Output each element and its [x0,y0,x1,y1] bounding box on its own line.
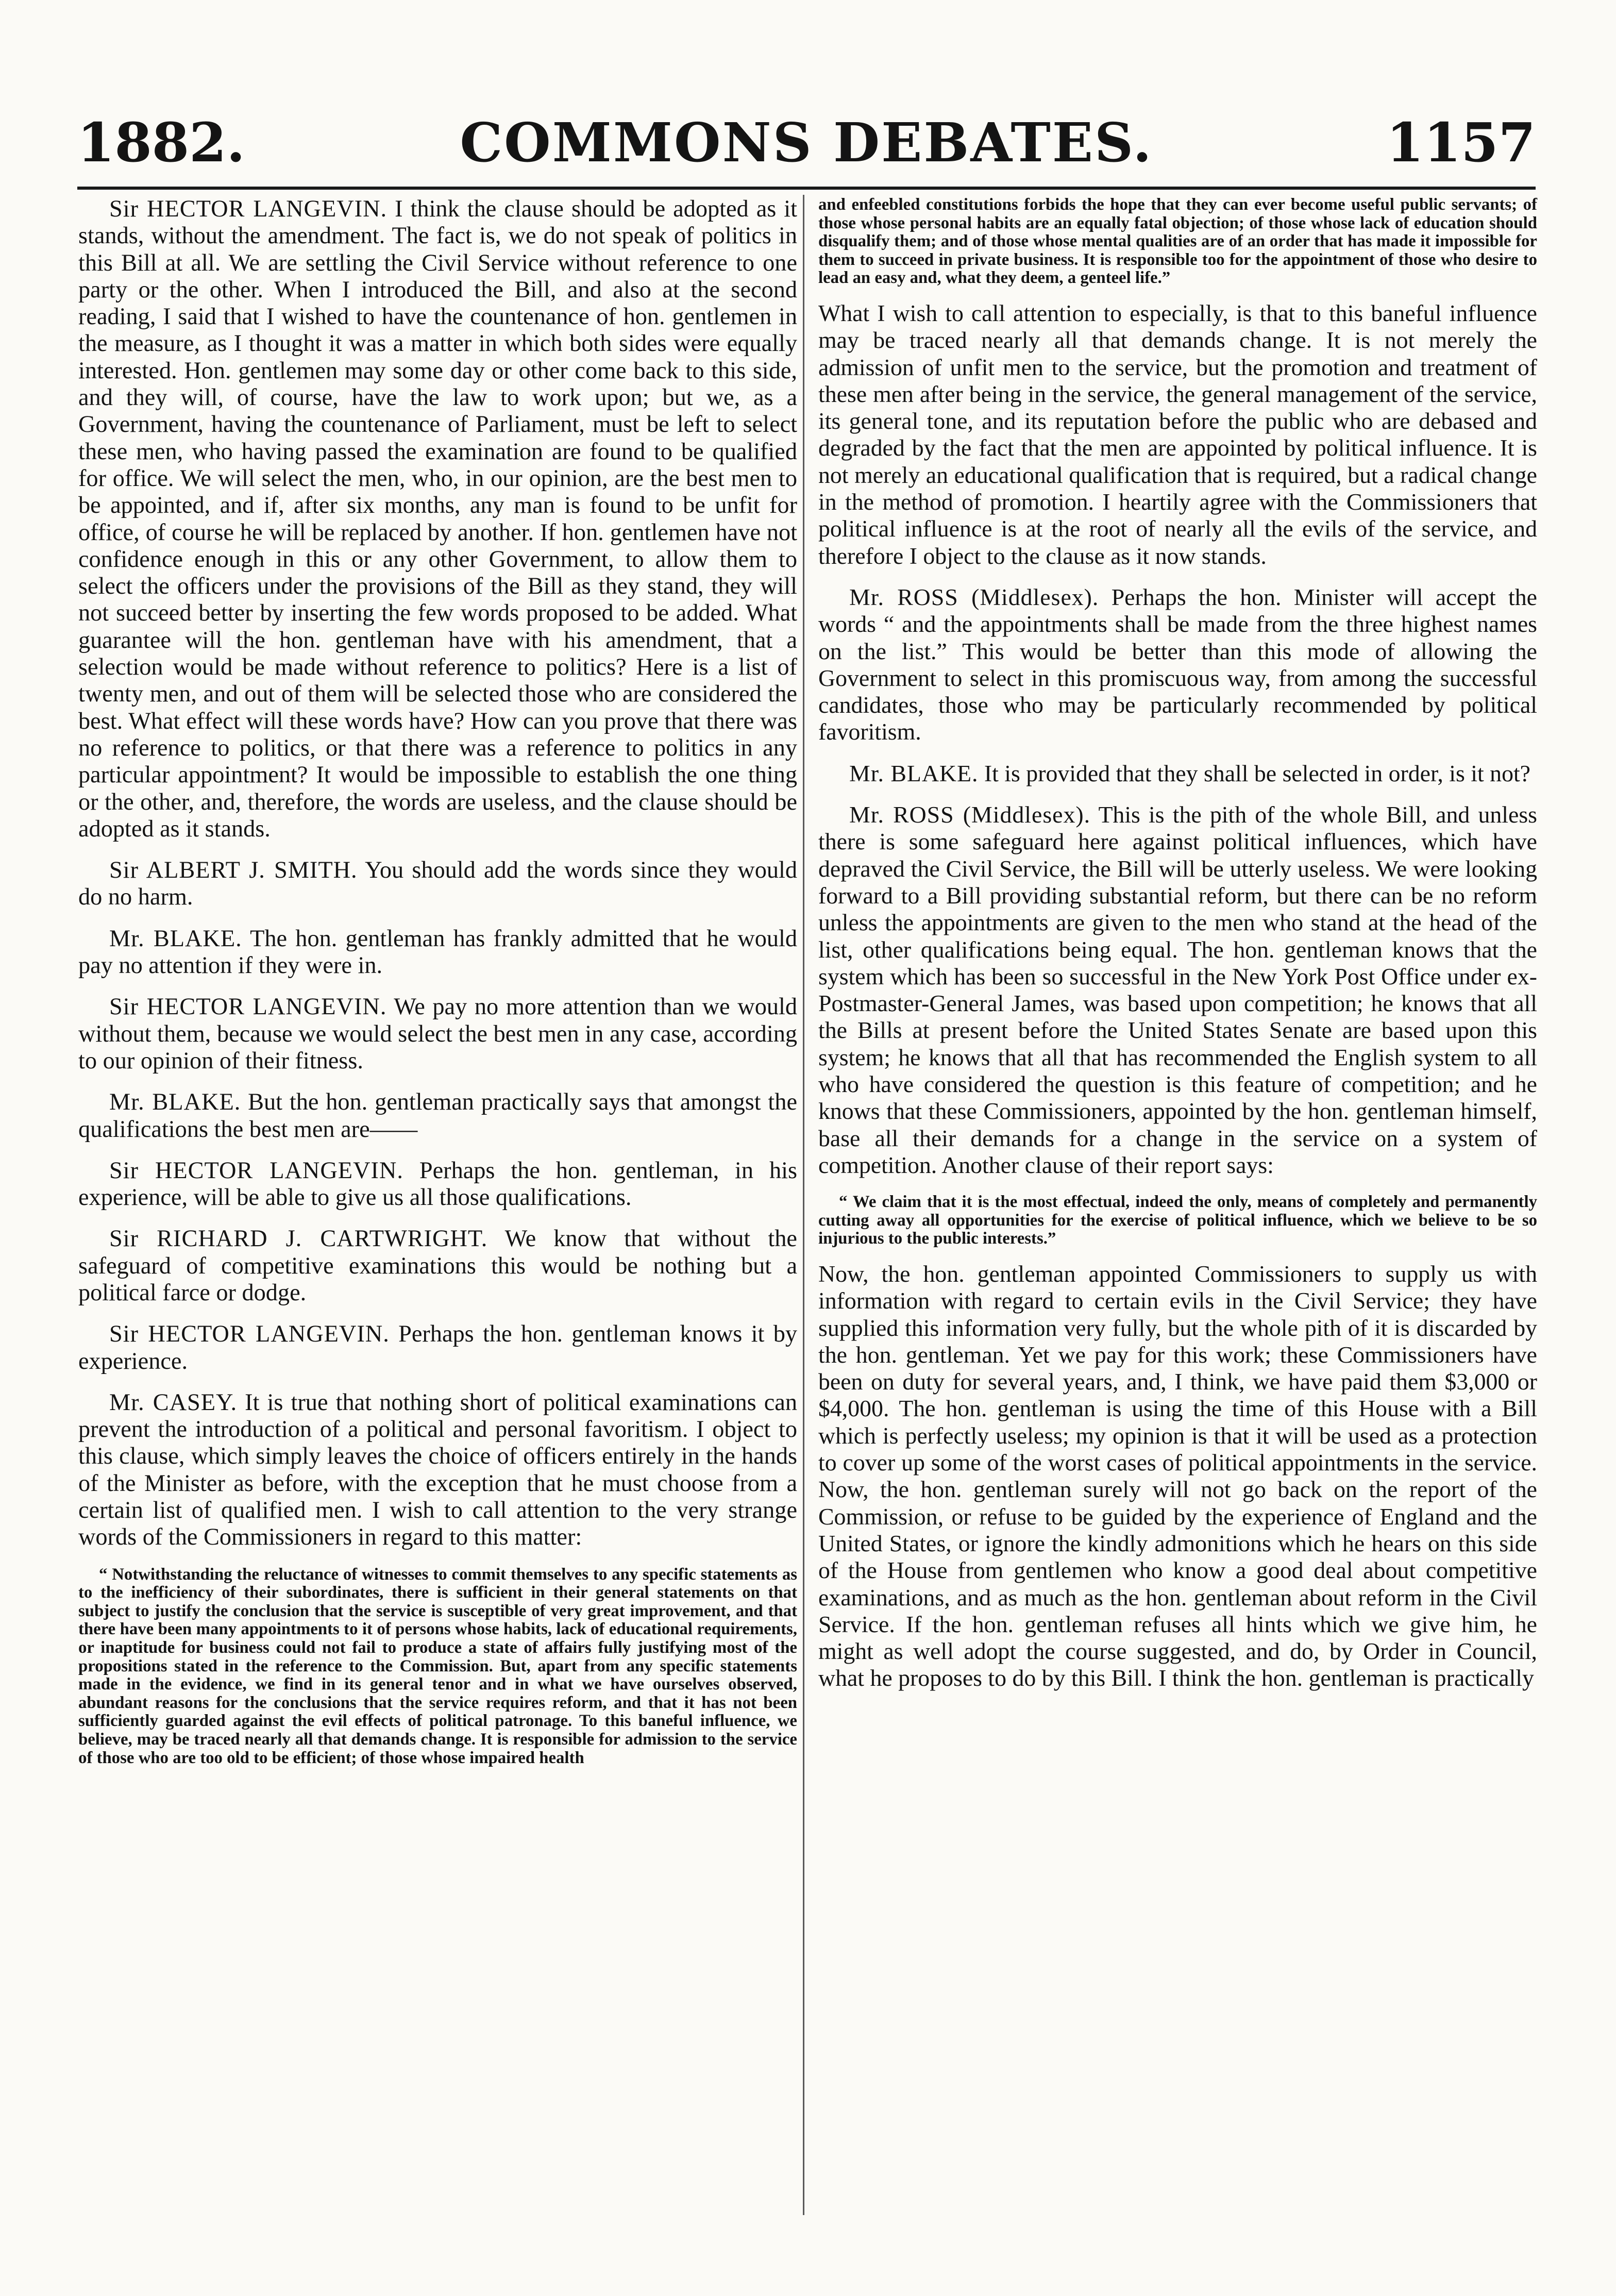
speaker-name: Mr. ROSS (Middlesex). [849,801,1091,828]
speech-text: Perhaps the hon. gentleman knows it by experience. [78,1321,797,1375]
speaker-name: Sir RICHARD J. CARTWRIGHT. [109,1226,488,1252]
speech-text: It is true that nothing short of political examinations can prevent the introduction of a political and personal favoritism. I object to this clause, which simply leaves the choice of officers entirely in the hands of the Minister as before, with the exception that he must choose from a certain list of qualified men. I wish to call attention to the very strange words of the Commissioners in regard to this matter: [78,1389,797,1551]
speech-paragraph [78,926,797,980]
speaker-name: Sir ALBERT J. SMITH. [109,857,358,884]
speech-text: I think the clause should be adopted as it stands, without the amendment. The fact is, we do not speak of politics in this Bill at all. We are settling the Civil Service without reference to one party or the other. When I introduced the Bill, and also at the second reading, I said that I wished to have the countenance of hon. gentlemen in the measure, as I thought it was a matter in which both sides were equally interested. Hon. gentlemen may some day or other come back to this side, and they will, of course, have the law to work upon; but we, as a Government, having the countenance of Parliament, must be left to select these men, who having passed the examination are found to be qualified for office. We will select the men, who, in our opinion, are the best men to be appointed, and if, after six months, any man is found to be unfit for office, of course he will be replaced by another. If hon. gentlemen have not confidence enough in this or any other Government, to allow them to select the officers under the provisions of the Bill as they stand, they will not succeed better by inserting the few words proposed to be added. What guarantee will the hon. gentleman have with his amendment, that a selection would be made without reference to politics? Here is a list of twenty men, and out of them will be selected those who are considered the best. What effect will these words have? How can you prove that there was no reference to politics, or that there was a reference to politics in any particular appointment? It would be impossible to establish the one thing or the other, and, therefore, the words are useless, and the clause should be adopted as it stands. [78,196,798,842]
header-title: COMMONS DEBATES. [460,111,1153,174]
speech-text: This is the pith of the whole Bill, and unless there is some safeguard here against political influences, which have depraved the Civil Service, the Bill will be utterly useless. We were looking forward to a Bill providing substantial reform, but there can be no reform unless the appointments are given to the men who stand at the head of the list, other qualifications being equal. The hon. gentleman knows that the system which has been so successful in the New York Post Office under ex-Postmaster-General James, was based upon competition; he knows that all the Bills at present before the United States Senate are based upon this system; he knows that all that has recommended the English system to all who have considered the question is this feature of competition; and he knows that these Commissioners, appointed by the hon. gentleman himself, base all their demands for a change in the service on a system of competition. Another clause of their report says: [818,801,1537,1178]
speaker-name: Mr. BLAKE. [849,760,979,786]
speaker-name: Sir HECTOR LANGEVIN. [109,1321,390,1348]
speech-text: But the hon. gentleman practically says that amongst the qualifications the best men are—— [78,1089,797,1143]
header-rule [77,187,1536,190]
report-quote: “ We claim that it is the most effectual, indeed the only, means of completely and permanently cutting away all opportunities for the exercise of political influence, which we believe to be so injurious to the public interests.” [818,1193,1537,1248]
speech-paragraph [78,1321,797,1375]
speech-text: Perhaps the hon. Minister will accept the words “ and the appointments shall be made from the three highest names on the list.” This would be better than this mode of allowing the Government to select in this promiscuous way, from among the successful candidates, those who may be particularly recommended by political favoritism. [818,583,1537,745]
speech-paragraph [818,584,1537,746]
right-column [818,196,1537,1699]
left-column [78,196,797,1780]
speech-paragraph [78,1089,797,1143]
speech-text: Perhaps the hon. gentleman, in his experience, will be able to give us all those qualifications. [78,1157,798,1211]
speech-text: The hon. gentleman has frankly admitted that he would pay no attention if they were in. [78,925,798,979]
speaker-name: Mr. CASEY. [109,1389,238,1416]
speech-text: You should add the words since they would do no harm. [78,857,798,911]
speech-paragraph [818,760,1537,787]
commissioners-quote: “ Notwithstanding the reluctance of witnesses to commit themselves to any specific statements as to the inefficiency of their subordinates, there is sufficient in their general statements on that subject to justify the conclusion that the service is susceptible of very great improvement, and that there have been many appointments to it of persons whose habits, lack of educational requirements, or inaptitude for business could not fail to produce a state of affairs fully justifying most of the propositions stated in the reference to the Commission. But, apart from any specific statements made in the evidence, we find in its general tenor and in what we have ourselves observed, abundant reasons for the conclusions that the service requires reform, and that it has not been sufficiently guarded against the evil effects of political patronage. To this baneful influence, we believe, may be traced nearly all that demands change. It is responsible for admission to the service of those who are too old to be efficient; of those whose impaired health [78,1565,797,1767]
speech-paragraph [78,1389,797,1551]
header-year: 1882. [77,111,245,174]
header-page-number: 1157 [1386,111,1536,174]
speech-text: We know that without the safeguard of competitive examinations this would be nothing but a political farce or dodge. [78,1226,797,1306]
speech-continuation: What I wish to call attention to especially, is that to this baneful influence may be traced nearly all that demands change. It is not merely the admission of unfit men to the service, but the promotion and treatment of these men after being in the service, the general management of the service, its general tone, and its reputation before the public who are debased and degraded by the fact that the men are appointed by political influence. It is not merely an educational qualification that is required, but a radical change in the method of promotion. I heartily agree with the Commissioners that political influence is at the root of nearly all the evils of the service, and therefore I object to the clause as it now stands. [818,299,1537,569]
speech-continuation-final: Now, the hon. gentleman appointed Commissioners to supply us with information with regard to certain evils in the Civil Service; they have supplied this information very fully, but the whole pith of it is discarded by the hon. gentleman. Yet we pay for this work; these Commissioners have been on duty for several years, and, I think, we have paid them $3,000 or $4,000. The hon. gentleman is using the time of this House with a Bill which is perfectly useless; my opinion is that it will be used as a protection to cover up some of the worst cases of political appointments in the service. Now, the hon. gentleman surely will not go back on the report of the Commission, or refuse to be guided by the experience of England and the United States, or ignore the kindly admonitions which he hears on this side of the House from gentlemen who know a good deal about competitive examinations, and as much as the hon. gentleman about reform in the Civil Service. If the hon. gentleman refuses all hints which we give him, he might as well adopt the course suggested, and do, by Order in Council, what he proposes to do by this Bill. I think the hon. gentleman is practically [818,1260,1537,1691]
speech-paragraph [78,1226,797,1306]
speech-paragraph [78,857,797,911]
page-header [77,106,1536,183]
column-divider [803,195,804,2215]
speech-paragraph [78,196,797,843]
speaker-name: Mr. ROSS (Middlesex). [849,583,1099,610]
speaker-name: Mr. BLAKE. [109,1089,241,1116]
speaker-name: Sir HECTOR LANGEVIN. [109,994,387,1020]
speaker-name: Sir HECTOR LANGEVIN. [109,1157,403,1184]
commissioners-quote-continued: and enfeebled constitutions forbids the hope that they can ever become useful public servants; of those whose personal habits are an equally fatal objection; of those whose lack of education should disqualify them; and of those whose mental qualities are of an order that has made it impossible for them to succeed in private business. It is responsible too for the appointment of those who desire to lead an easy and, what they deem, a genteel life.” [818,195,1537,288]
speech-paragraph [78,994,797,1075]
speaker-name: Mr. BLAKE. [109,925,242,952]
speech-paragraph [818,801,1537,1179]
speaker-name: Sir HECTOR LANGEVIN. [109,196,388,222]
speech-paragraph [78,1158,797,1212]
speech-text: We pay no more attention than we would without them, because we would select the best men in any case, according to our opinion of their fitness. [78,994,797,1074]
speech-text: It is provided that they shall be selected in order, is it not? [978,760,1531,786]
